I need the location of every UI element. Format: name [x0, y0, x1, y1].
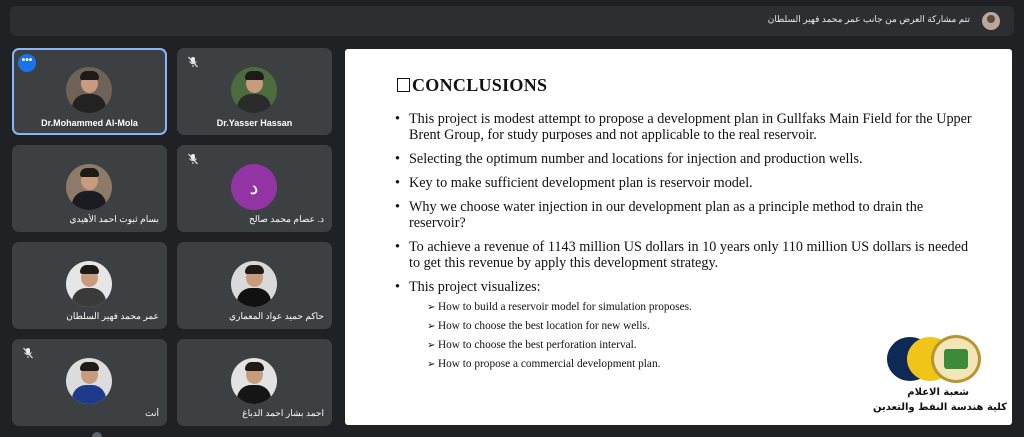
scroll-indicator — [92, 432, 102, 437]
presenter-avatar — [982, 12, 1000, 30]
avatar — [231, 67, 277, 113]
college-seal-icon — [931, 335, 981, 383]
participant-name: د. عصام محمد صالح — [249, 214, 324, 224]
participant-name: بسام ثبوت احمد الأهيدي — [69, 214, 159, 224]
presenter-bar — [10, 6, 1014, 36]
participant-name: احمد بشار احمد الدباغ — [242, 408, 324, 418]
participant-tile[interactable] — [12, 48, 167, 135]
avatar-letter: د — [231, 164, 277, 210]
mic-off-icon — [22, 347, 34, 359]
logo-text-college: كلية هندسة النفط والتعدين — [872, 402, 1007, 413]
participant-tile[interactable] — [177, 145, 332, 232]
participant-tile[interactable] — [12, 145, 167, 232]
avatar — [66, 67, 112, 113]
slide-sub-bullet: ➢ How to choose the best perforation interval. — [427, 336, 980, 355]
participant-name: Dr.Yasser Hassan — [216, 118, 293, 128]
participant-tile[interactable] — [12, 339, 167, 426]
slide-bullet: • This project is modest attempt to propose a development plan in Gullfaks Main Field for the Upper Brent Group, for study purposes and not applicable to the real reservoir. — [395, 111, 980, 143]
presenter-text: تتم مشاركة العرض من جانب عمر محمد فهير السلطان — [767, 14, 970, 24]
participant-tile[interactable] — [177, 339, 332, 426]
slide-bullet: • To achieve a revenue of 1143 million US dollars in 10 years only 110 million US dollars is needed to get this revenue by apply this development strategy. — [395, 239, 980, 271]
slide-sub-bullet: ➢ How to propose a commercial development plan. — [427, 355, 980, 374]
slide-bullet: • Key to make sufficient development plan is reservoir model. — [395, 175, 980, 191]
participant-tile[interactable] — [12, 242, 167, 329]
media-unit-logo — [872, 331, 1007, 421]
participant-name: Dr.Mohammed Al-Mola — [41, 118, 138, 128]
avatar — [66, 261, 112, 307]
participant-name: عمر محمد فهير السلطان — [66, 311, 159, 321]
participant-tile[interactable] — [177, 48, 332, 135]
slide-sub-bullet: ➢ How to choose the best location for new wells. — [427, 317, 980, 336]
avatar — [231, 261, 277, 307]
avatar — [231, 358, 277, 404]
slide-sub-bullet: ➢ How to build a reservoir model for simulation proposes. — [427, 298, 980, 317]
avatar — [66, 164, 112, 210]
slide-bullet: • Selecting the optimum number and locations for injection and production wells. — [395, 151, 980, 167]
participant-name: أنت — [145, 408, 159, 418]
slide-title: CONCLUSIONS — [397, 75, 547, 96]
mic-off-icon — [187, 153, 199, 165]
participant-tile[interactable] — [177, 242, 332, 329]
participant-name: حاكم حميد عواد المعماري — [229, 311, 324, 321]
presentation-slide — [345, 49, 1012, 425]
more-options-button[interactable]: ••• — [18, 54, 36, 72]
logo-text-unit: شعبة الاعلام — [907, 387, 969, 398]
mic-off-icon — [187, 56, 199, 68]
checkbox-icon — [397, 78, 410, 92]
slide-bullet: • Why we choose water injection in our development plan as a principle method to drain the reservoir? — [395, 199, 980, 231]
slide-bullet-text: This project visualizes: — [409, 279, 541, 295]
avatar — [66, 358, 112, 404]
